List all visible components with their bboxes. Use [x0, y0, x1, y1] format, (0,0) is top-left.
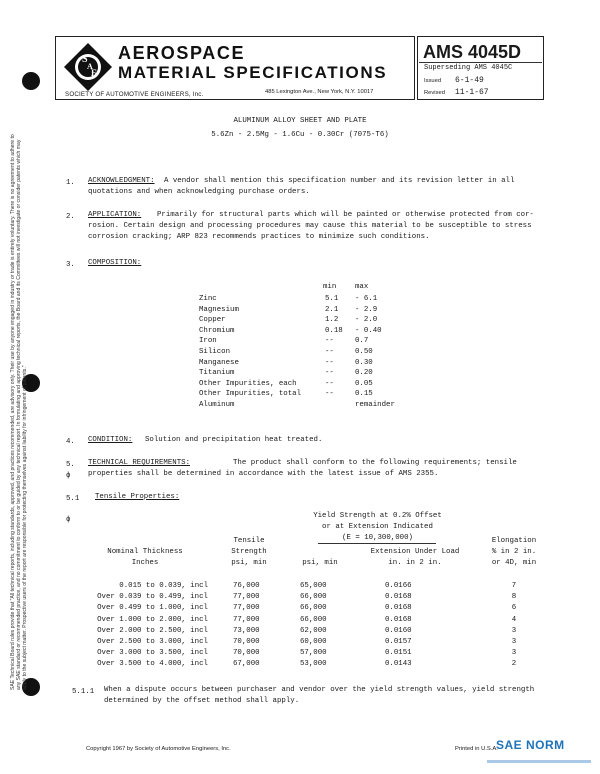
issued-label: Issued	[424, 78, 442, 84]
composition-element: Other Impurities, total	[199, 390, 302, 399]
copyright-notice: Copyright 1967 by Society of Automotive Engineers, Inc.	[86, 746, 231, 752]
revised-date: 11-1-67	[455, 88, 489, 97]
yield-psi-header: psi, min	[302, 559, 338, 567]
composition-element: Chromium	[199, 326, 235, 335]
elongation-cell: 3	[511, 649, 517, 658]
section-5-text-line2: properties shall be determined in accordance with the latest issue of AMS 2355.	[88, 470, 439, 478]
composition-min: --	[325, 337, 334, 346]
tensile-cell: 76,000	[233, 582, 260, 590]
composition-max: 0.05	[355, 379, 373, 388]
revised-label: Revised	[424, 90, 445, 96]
thickness-cell: Over 3.500 to 4.000, incl	[97, 660, 208, 669]
ext-header-line2: in. in 2 in.	[388, 559, 442, 567]
tensile-header-line1: Tensile	[233, 537, 265, 545]
society-name: SOCIETY OF AUTOMOTIVE ENGINEERS, Inc.	[65, 91, 204, 98]
elongation-cell: 4	[511, 615, 517, 624]
composition-min: 5.1	[325, 295, 339, 303]
composition-min: --	[325, 379, 334, 388]
tensile-cell: 73,000	[233, 626, 260, 635]
section-5-number: 5.	[66, 461, 75, 469]
thickness-cell: Over 1.000 to 2.000, incl	[97, 615, 208, 624]
elongation-header-line2: % in 2 in.	[491, 548, 537, 556]
yield-cell: 65,000	[300, 582, 327, 590]
society-address: 485 Lexington Ave., New York, N.Y. 10017	[265, 89, 374, 95]
thickness-cell: Over 2.500 to 3.000, incl	[97, 638, 208, 646]
section-5-revision-marker: ϕ	[66, 472, 71, 480]
tensile-cell: 70,000	[233, 638, 260, 646]
composition-element: Copper	[199, 316, 226, 325]
tensile-cell: 77,000	[233, 615, 260, 624]
extension-cell: 0.0166	[385, 582, 412, 590]
composition-min: 1.2	[325, 316, 339, 325]
composition-max: 0.7	[355, 337, 369, 346]
thickness-cell: Over 3.000 to 3.500, incl	[97, 649, 208, 658]
elongation-cell: 2	[511, 660, 517, 669]
tensile-cell: 77,000	[233, 604, 260, 613]
extension-cell: 0.0168	[385, 604, 412, 613]
yield-cell: 60,000	[300, 638, 327, 646]
extension-cell: 0.0143	[385, 660, 412, 669]
section-2-number: 2.	[66, 213, 75, 221]
extension-cell: 0.0157	[385, 638, 412, 646]
tensile-header-line2: Strength	[231, 548, 267, 556]
composition-max: 0.20	[355, 369, 373, 378]
extension-cell: 0.0168	[385, 615, 412, 624]
yield-cell: 53,000	[300, 660, 327, 669]
extension-cell: 0.0168	[385, 593, 412, 602]
section-1-heading: ACKNOWLEDGMENT:	[88, 177, 155, 185]
section-5-1-1-number: 5.1.1	[72, 688, 95, 696]
section-4-number: 4.	[66, 438, 75, 446]
printed-notice: Printed in U.S.A.	[455, 746, 498, 752]
composition-min: --	[325, 390, 334, 399]
composition-max: - 0.40	[355, 326, 382, 335]
composition-min: --	[325, 358, 334, 367]
yield-header-line2: or at Extension Indicated	[322, 523, 433, 531]
section-2-text-line2: rosion. Certain design and processing procedures may cause this material to be susceptible to stress	[88, 222, 532, 230]
composition-min: --	[325, 369, 334, 378]
header-title-line2: MATERIAL SPECIFICATIONS	[118, 63, 388, 82]
section-4-heading: CONDITION:	[88, 436, 133, 444]
composition-element: Silicon	[199, 348, 231, 356]
elongation-header-line3: or 4D, min	[491, 559, 537, 567]
composition-max: 0.15	[355, 390, 373, 399]
section-2-text-line3: corrosion cracking; ARP 823 recommends practices to minimize such conditions.	[88, 233, 430, 241]
section-5-1-number: 5.1	[66, 495, 80, 503]
yield-header-rule	[318, 543, 436, 544]
elongation-cell: 6	[511, 604, 517, 613]
yield-header-line1: Yield Strength at 0.2% Offset	[313, 512, 442, 520]
section-2-text-line1: Primarily for structural parts which will be painted or otherwise protected from cor-	[157, 211, 534, 219]
composition-max: - 2.0	[355, 316, 378, 325]
composition-element: Other Impurities, each	[199, 379, 297, 388]
document-title: ALUMINUM ALLOY SHEET AND PLATE	[233, 117, 367, 125]
svg-text:S: S	[82, 54, 88, 65]
svg-text:E: E	[91, 68, 98, 78]
section-1-number: 1.	[66, 179, 75, 187]
composition-max-header: max	[355, 283, 369, 291]
section-5-1-1-text-line2: determined by the offset method shall apply.	[104, 697, 300, 705]
superseding-note: Superseding AMS 4045C	[424, 64, 513, 72]
thickness-cell: 0.015 to 0.039, incl	[119, 582, 208, 590]
composition-min: 2.1	[325, 305, 339, 314]
yield-cell: 66,000	[300, 593, 327, 602]
tensile-cell: 77,000	[233, 593, 260, 602]
elongation-header-line1: Elongation	[491, 537, 537, 545]
elongation-cell: 3	[511, 638, 517, 646]
sae-logo	[63, 42, 113, 92]
tensile-cell: 70,000	[233, 649, 260, 658]
section-5-text-line1: The product shall conform to the following requirements; tensile	[233, 459, 517, 467]
composition-element: Manganese	[199, 358, 239, 367]
composition-min: 0.18	[325, 326, 343, 335]
header-title-line1: AEROSPACE	[118, 43, 246, 63]
composition-max: - 2.9	[355, 305, 378, 314]
section-5-1-heading: Tensile Properties:	[95, 493, 180, 501]
yield-cell: 66,000	[300, 615, 327, 624]
section-3-heading: COMPOSITION:	[88, 259, 142, 267]
binder-hole-top	[22, 72, 40, 90]
watermark-bar	[487, 760, 591, 763]
section-4-text: Solution and precipitation heat treated.	[145, 436, 323, 444]
section-5-heading: TECHNICAL REQUIREMENTS:	[88, 459, 191, 467]
ext-header-line1: Extension Under Load	[370, 548, 460, 556]
yield-cell: 66,000	[300, 604, 327, 613]
section-1-text-line1: A vendor shall mention this specification number and its revision letter in all	[164, 177, 515, 185]
composition-max: 0.50	[355, 348, 373, 356]
thickness-cell: Over 0.499 to 1.000, incl	[97, 604, 208, 613]
composition-element: Magnesium	[199, 305, 239, 314]
extension-cell: 0.0160	[385, 626, 412, 635]
sae-norm-watermark: SAE NORM	[496, 738, 565, 752]
section-3-number: 3.	[66, 261, 75, 269]
composition-min: --	[325, 348, 334, 356]
composition-element: Zinc	[199, 295, 217, 303]
elongation-cell: 3	[511, 626, 517, 635]
composition-max: remainder	[355, 401, 395, 409]
yield-cell: 57,000	[300, 649, 327, 658]
composition-element: Aluminum	[199, 401, 235, 409]
elongation-cell: 8	[511, 593, 517, 602]
yield-cell: 62,000	[300, 626, 327, 635]
section-5-1-revision-marker: ϕ	[66, 516, 71, 524]
document-subtitle: 5.6Zn - 2.5Mg - 1.6Cu - 0.30Cr (7075-T6)	[211, 131, 389, 139]
spec-number: AMS 4045D	[423, 42, 522, 62]
tensile-cell: 67,000	[233, 660, 260, 669]
section-1-text-line2: quotations and when acknowledging purchase orders.	[88, 188, 310, 196]
elongation-cell: 7	[511, 582, 517, 590]
thickness-cell: Over 0.039 to 0.499, incl	[97, 593, 208, 602]
issued-date: 6-1-49	[455, 76, 484, 85]
section-5-1-1-text-line1: When a dispute occurs between purchaser and vendor over the yield strength values, yield strength	[104, 686, 535, 694]
composition-element: Iron	[199, 337, 217, 346]
side-disclaimer: SAE Technical Board rules provide that "All technical reports, including standards, approved, and practices recommended, are advisory only. Their use by anyone engaged in industry or trade is entirely voluntary. There is no agreement to adhere to any SAE standard or recommended practice, and no commitment to conform to or be guided by any technical report. In formulating and approving technical reports, the Board and its Committees will not investigate or consider patents which may apply to the subject matter. Prospective users of the report are responsible for protecting themselves against liability for infringement of patents."	[10, 134, 29, 690]
composition-max: 0.30	[355, 358, 373, 367]
thickness-cell: Over 2.000 to 2.500, incl	[97, 626, 208, 635]
spec-divider	[419, 62, 542, 63]
extension-cell: 0.0151	[385, 649, 412, 658]
composition-min-header: min	[323, 283, 337, 291]
tensile-header-line3: psi, min	[231, 559, 267, 567]
composition-element: Titanium	[199, 369, 235, 378]
thickness-header-line1: Nominal Thickness	[107, 548, 183, 556]
composition-max: - 6.1	[355, 295, 378, 303]
yield-header-modulus: (E = 10,300,000)	[342, 534, 413, 542]
thickness-header-line2: Inches	[131, 559, 159, 567]
section-2-heading: APPLICATION:	[88, 211, 142, 219]
svg-text:A: A	[87, 62, 93, 71]
